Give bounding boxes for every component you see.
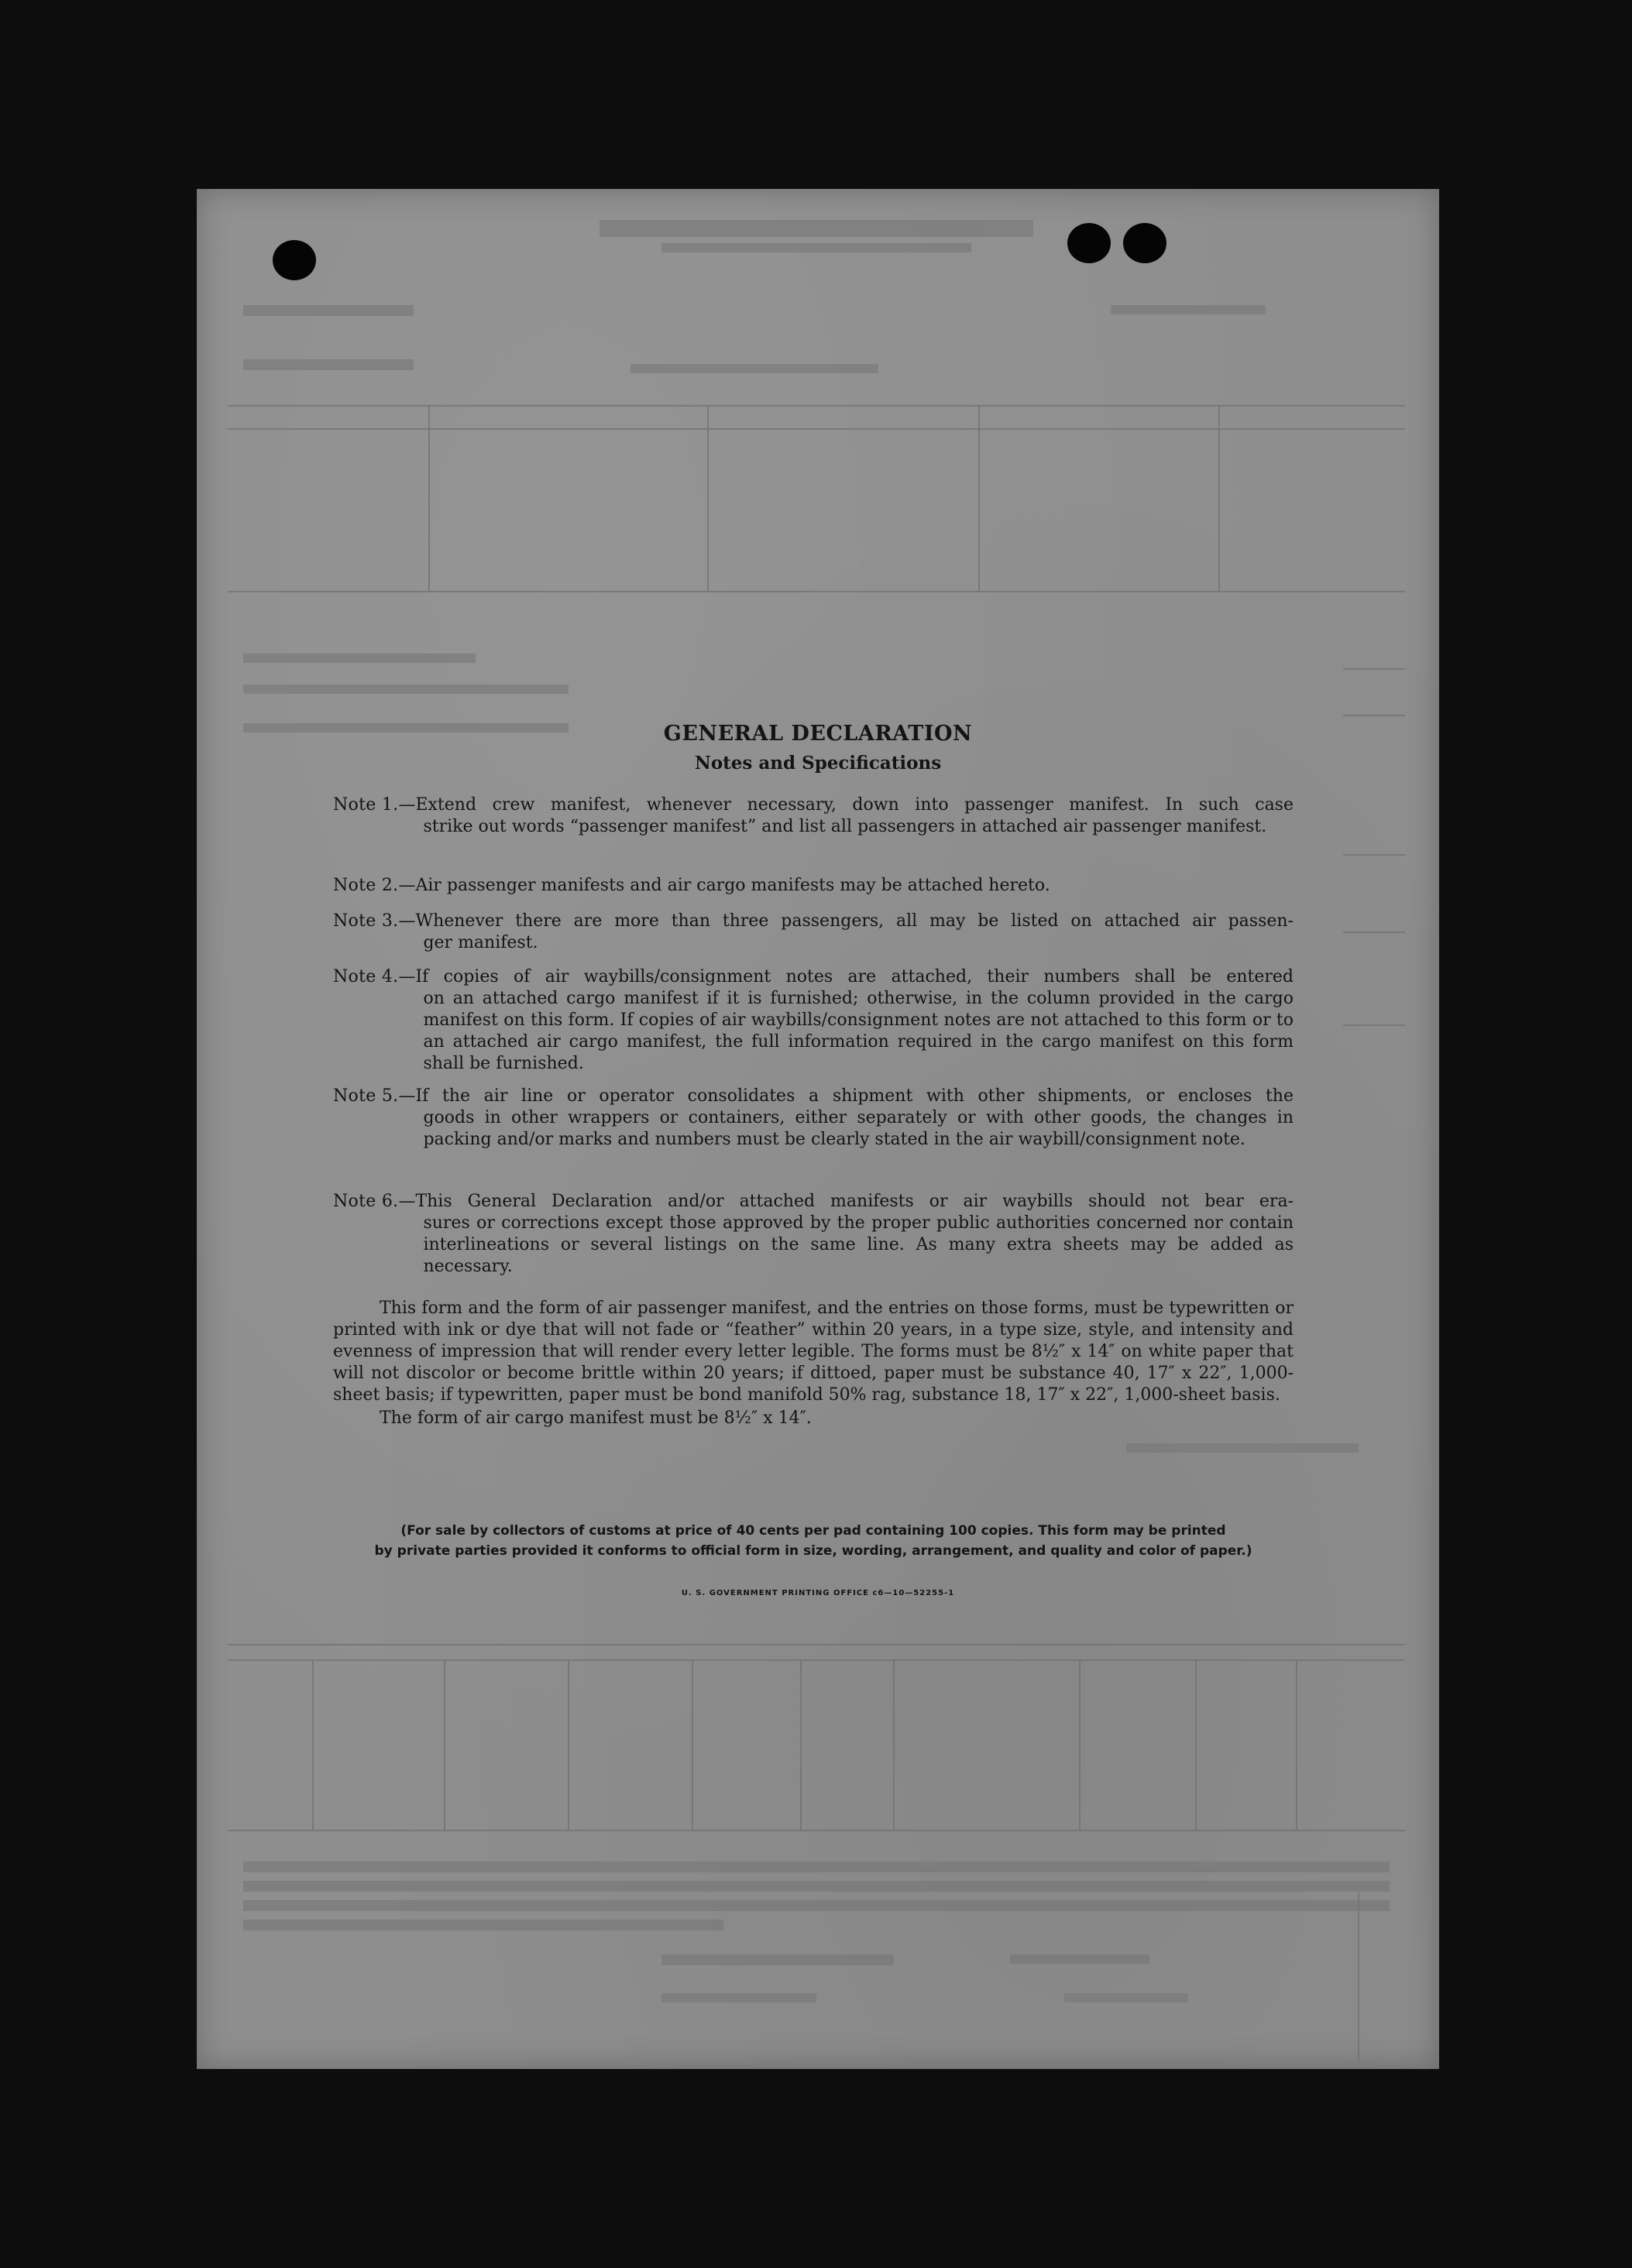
note-1-text: strike out words “passenger manifest” and list all passengers in attached air passenger manifest. [423, 817, 1267, 836]
note-5-first-line: —If the air line or operator consolidates a shipment with other shipments, or encloses the [398, 1086, 1294, 1106]
note-3 [333, 911, 1294, 954]
document-subtitle: Notes and Specifications [694, 753, 942, 774]
note-6-label: Note 6. [333, 1192, 399, 1211]
sale-notice-line-2: by private parties provided it conforms to official form in size, wording, arrangement, and quality and color of paper.) [374, 1543, 1252, 1559]
cargo-manifest-size: The form of air cargo manifest must be 8½″ x 14″. [380, 1408, 812, 1428]
note-4-text: on an attached cargo manifest if it is furnished; otherwise, in the column provided in the cargo manifest on this form. If copies of air waybills/consignment notes are not attached to this form or to an attached air cargo manifest, the full information required in the cargo manifest on this form shall be furnished. [423, 989, 1294, 1073]
note-4-first-line: —If copies of air waybills/consignment notes are attached, their numbers shall be entered [398, 967, 1294, 986]
note-6-text: sures or corrections except those approved by the proper public authorities concerned nor contain interlineations or several listings on the same line. As many extra sheets may be added as necessary. [423, 1213, 1294, 1276]
note-5 [333, 1086, 1294, 1151]
note-3-text: ger manifest. [423, 933, 538, 952]
form-specification-paragraph: This form and the form of air passenger manifest, and the entries on those forms, must be typewritten or printed with ink or dye that will not fade or “feather” within 20 years, in a type size, style, and intensity and evenness of impression that will render every letter legible. The forms must be 8½″ x 14″ on white paper that will not discolor or become brittle within 20 years; if dittoed, paper must be substance 40, 17″ x 22″, 1,000-sheet basis; if typewritten, paper must be bond manifold 50% rag, substance 18, 17″ x 22″, 1,000-sheet basis. [333, 1299, 1294, 1405]
note-3-first-line: —Whenever there are more than three passengers, all may be listed on attached air passen- [398, 911, 1294, 931]
note-2-first-line: —Air passenger manifests and air cargo manifests may be attached hereto. [398, 876, 1050, 895]
note-5-label: Note 5. [333, 1086, 399, 1106]
note-4-label: Note 4. [333, 967, 399, 986]
note-3-label: Note 3. [333, 911, 399, 931]
note-6-first-line: —This General Declaration and/or attached manifests or air waybills should not bear era- [398, 1192, 1294, 1211]
printing-office-imprint: U. S. GOVERNMENT PRINTING OFFICE c6—10—52255-1 [681, 1589, 955, 1597]
sale-notice-line-1: (For sale by collectors of customs at price of 40 cents per pad containing 100 copies. This form may be printed [400, 1523, 1226, 1539]
note-2 [333, 875, 1294, 897]
note-6 [333, 1191, 1294, 1278]
note-5-text: goods in other wrappers or containers, either separately or with other goods, the changes in packing and/or marks and numbers must be clearly stated in the air waybill/consignment note. [423, 1108, 1294, 1149]
note-4 [333, 966, 1294, 1075]
note-1-first-line: —Extend crew manifest, whenever necessary, down into passenger manifest. In such case [398, 795, 1294, 815]
note-1 [333, 794, 1294, 838]
note-1-label: Note 1. [333, 795, 399, 815]
document-sheet [197, 189, 1439, 2069]
document-title: GENERAL DECLARATION [663, 722, 973, 746]
notes-content [197, 189, 1439, 2069]
note-2-label: Note 2. [333, 876, 399, 895]
